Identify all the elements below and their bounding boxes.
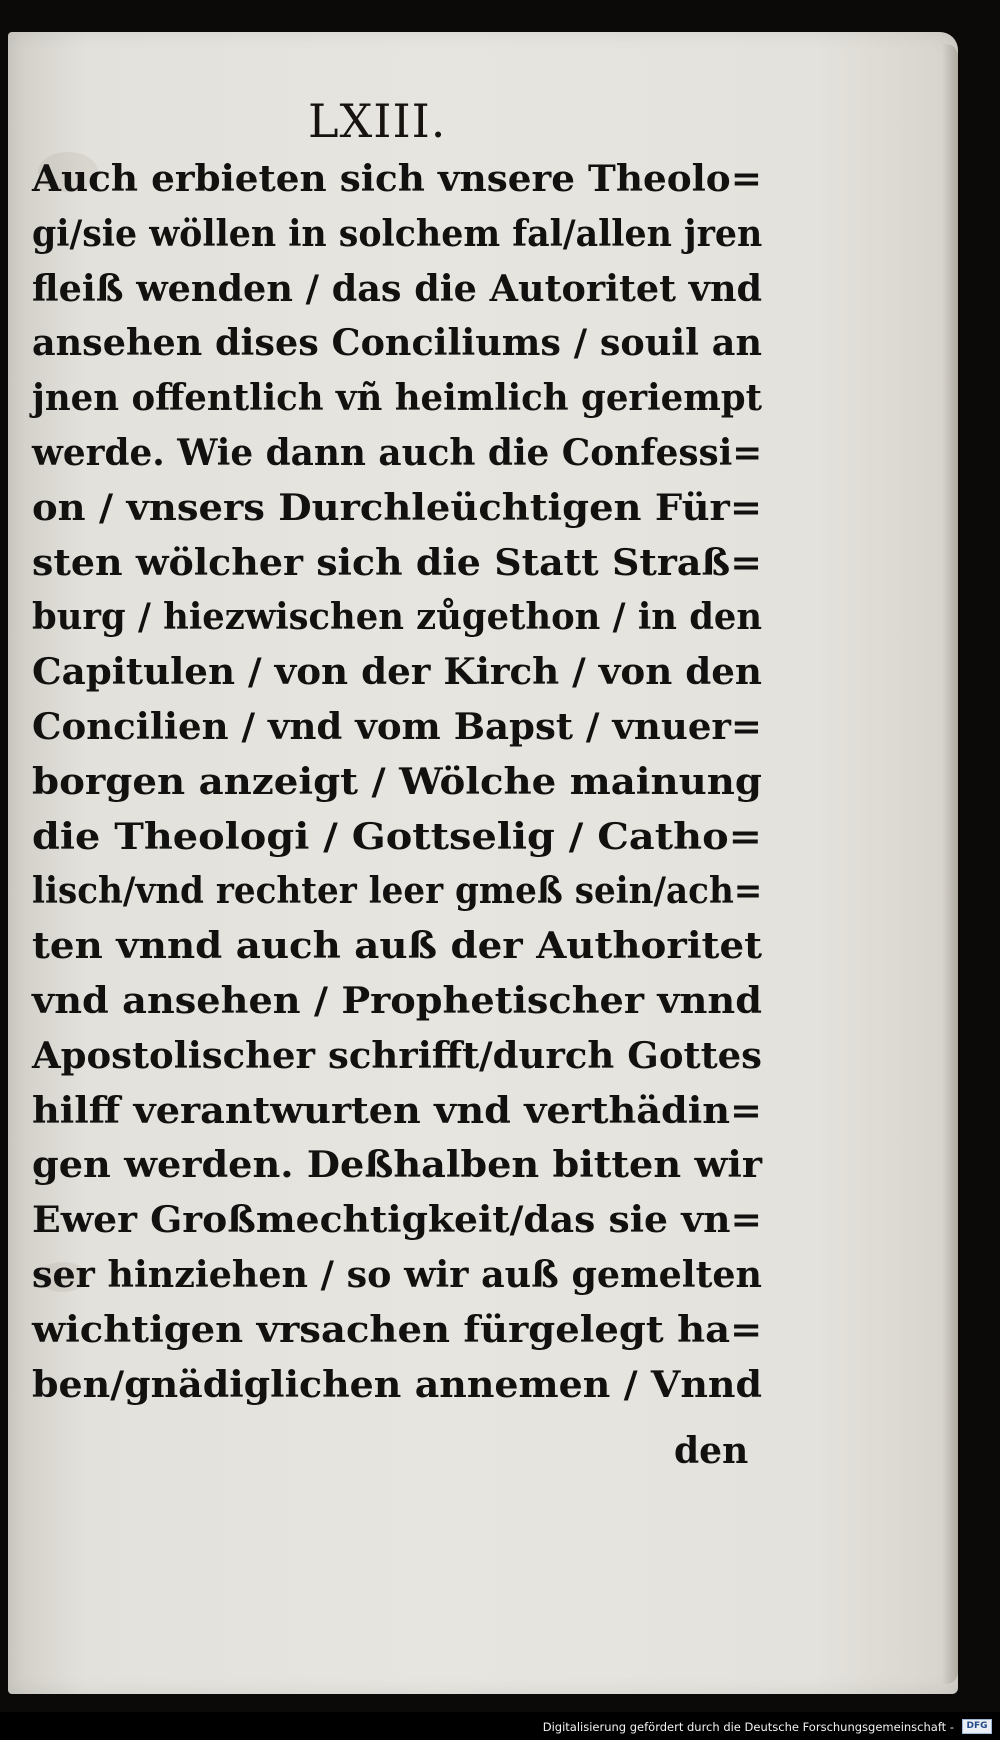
text-line: ten vnnd auch auß der Authoritet bbox=[32, 925, 763, 968]
text-line: Capitulen / von der Kirch / von den bbox=[32, 651, 762, 694]
text-line: sten wölcher sich die Statt Straß= bbox=[32, 541, 763, 584]
page-edge bbox=[942, 44, 958, 1684]
text-line: Ewer Großmechtigkeit/das sie vn= bbox=[32, 1199, 762, 1242]
text-line: Concilien / vnd vom Bapst / vnuer= bbox=[32, 705, 762, 748]
text-line: borgen anzeigt / Wölche mainung bbox=[32, 760, 762, 803]
text-line: Apostolischer schrifft/durch Gottes bbox=[32, 1034, 762, 1077]
text-line: werde. Wie dann auch die Confessi= bbox=[32, 431, 763, 474]
body-text bbox=[32, 152, 762, 1412]
dfg-logo: DFG bbox=[962, 1719, 992, 1734]
text-line: hilff verantwurten vnd verthädin= bbox=[32, 1089, 762, 1132]
text-line: ansehen dises Conciliums / souil an bbox=[32, 322, 762, 365]
text-line: lisch/vnd rechter leer gmeß sein/ach= bbox=[32, 870, 763, 913]
catchword: den bbox=[674, 1430, 749, 1472]
text-line: ser hinziehen / so wir auß gemelten bbox=[32, 1253, 763, 1296]
text-line: gi/sie wöllen in solchem fal/allen jren bbox=[32, 212, 763, 255]
text-line: ben/gnädiglichen annemen / Vnnd bbox=[32, 1363, 763, 1406]
funding-credit: Digitalisierung gefördert durch die Deutsche Forschungsgemeinschaft - bbox=[542, 1720, 954, 1734]
folio-number: LXIII. bbox=[308, 94, 447, 148]
text-line: on / vnsers Durchleüchtigen Für= bbox=[32, 486, 763, 529]
text-line: fleiß wenden / das die Autoritet vnd bbox=[32, 267, 763, 310]
text-line: vnd ansehen / Prophetischer vnnd bbox=[32, 979, 762, 1022]
text-line: jnen offentlich vñ heimlich geriempt bbox=[32, 377, 763, 420]
text-line: wichtigen vrsachen fürgelegt ha= bbox=[32, 1308, 763, 1351]
text-line: gen werden. Deßhalben bitten wir bbox=[32, 1144, 762, 1187]
text-line: Auch erbieten sich vnsere Theolo= bbox=[32, 158, 763, 200]
text-line: die Theologi / Gottselig / Catho= bbox=[32, 815, 762, 858]
text-line: burg / hiezwischen zůgethon / in den bbox=[32, 596, 763, 639]
book-page bbox=[8, 32, 958, 1694]
